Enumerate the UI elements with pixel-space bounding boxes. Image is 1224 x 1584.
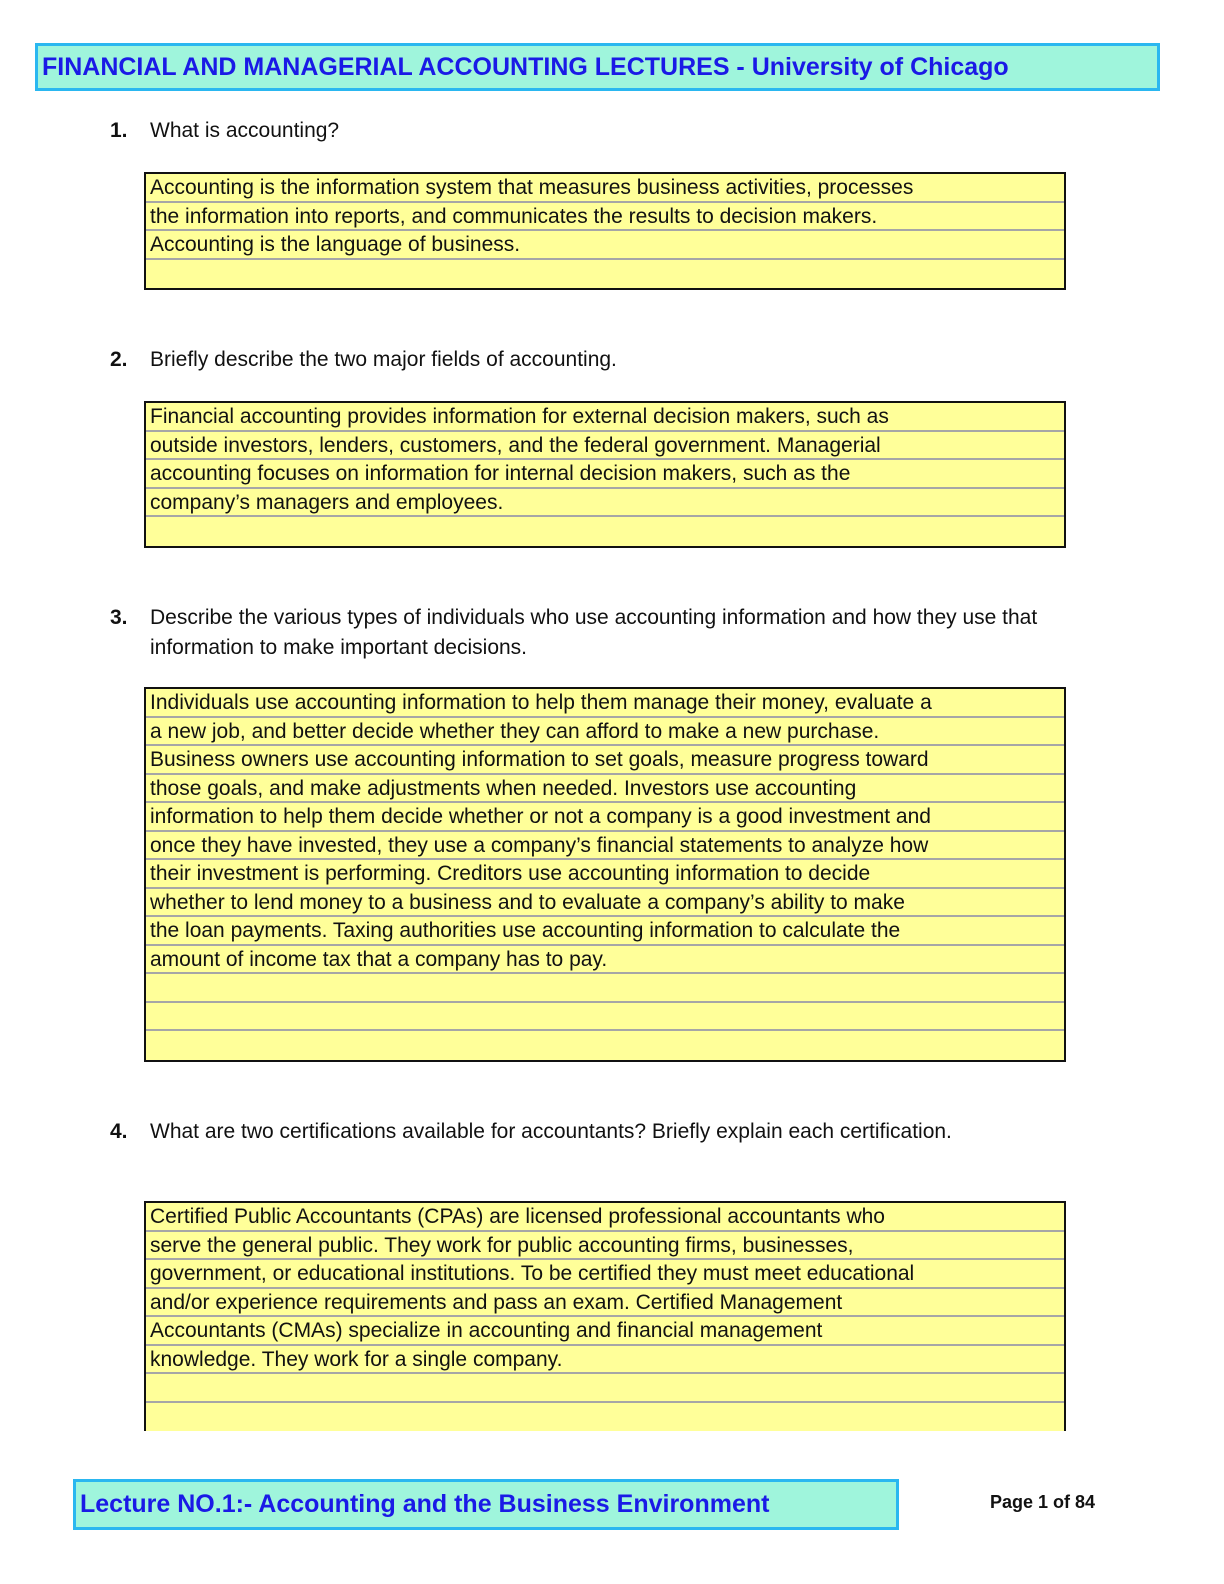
answer-line: a new job, and better decide whether they can afford to make a new purchase. [146, 718, 1064, 747]
question-number: 2. [110, 348, 128, 371]
answer-line: knowledge. They work for a single company. [146, 1346, 1064, 1375]
answer-box-1 [144, 172, 1066, 290]
question-text: What are two certifications available for accountants? Briefly explain each certification. [150, 1120, 952, 1143]
answer-line: government, or educational institutions. To be certified they must meet educational [146, 1260, 1064, 1289]
answer-line: company’s managers and employees. [146, 489, 1064, 518]
question-number: 4. [110, 1120, 128, 1143]
answer-line: the loan payments. Taxing authorities use accounting information to calculate the [146, 917, 1064, 946]
question-text: What is accounting? [150, 119, 340, 142]
answer-line: Financial accounting provides information for external decision makers, such as [146, 403, 1064, 432]
answer-line: serve the general public. They work for public accounting firms, businesses, [146, 1232, 1064, 1261]
answer-box-2 [144, 401, 1066, 548]
answer-line: Individuals use accounting information to help them manage their money, evaluate a [146, 689, 1064, 718]
document-title-banner [35, 43, 1160, 91]
question-2 [110, 345, 1070, 375]
answer-line: Accountants (CMAs) specialize in accounting and financial management [146, 1317, 1064, 1346]
question-1 [110, 116, 1070, 146]
question-text: Briefly describe the two major fields of accounting. [150, 348, 617, 371]
question-number: 3. [110, 606, 128, 629]
answer-line [146, 974, 1064, 1003]
question-text: Describe the various types of individuals who use accounting information and how they use that information to make important decisions. [150, 606, 1038, 659]
answer-line: information to help them decide whether or not a company is a good investment and [146, 803, 1064, 832]
answer-line [146, 1374, 1064, 1403]
answer-line: Certified Public Accountants (CPAs) are licensed professional accountants who [146, 1203, 1064, 1232]
answer-line: amount of income tax that a company has to pay. [146, 946, 1064, 975]
answer-box-4 [144, 1201, 1066, 1431]
answer-line: Accounting is the information system that measures business activities, processes [146, 174, 1064, 203]
answer-line [146, 1031, 1064, 1060]
lecture-title-banner [73, 1479, 899, 1530]
answer-line: whether to lend money to a business and to evaluate a company’s ability to make [146, 889, 1064, 918]
answer-line: those goals, and make adjustments when needed. Investors use accounting [146, 775, 1064, 804]
question-3 [110, 603, 1070, 663]
answer-line: outside investors, lenders, customers, and the federal government. Managerial [146, 432, 1064, 461]
lecture-title: Lecture NO.1:- Accounting and the Business Environment [80, 1490, 770, 1518]
answer-line [146, 260, 1064, 289]
answer-line: and/or experience requirements and pass an exam. Certified Management [146, 1289, 1064, 1318]
answer-line: the information into reports, and communicates the results to decision makers. [146, 203, 1064, 232]
question-4 [110, 1117, 1070, 1147]
answer-line: accounting focuses on information for internal decision makers, such as the [146, 460, 1064, 489]
page-number: Page 1 of 84 [990, 1492, 1096, 1512]
answer-line: once they have invested, they use a company’s financial statements to analyze how [146, 832, 1064, 861]
answer-line: Accounting is the language of business. [146, 231, 1064, 260]
answer-line: their investment is performing. Creditors use accounting information to decide [146, 860, 1064, 889]
question-number: 1. [110, 119, 128, 142]
answer-line [146, 517, 1064, 546]
answer-line: Business owners use accounting information to set goals, measure progress toward [146, 746, 1064, 775]
answer-line [146, 1003, 1064, 1032]
answer-line [146, 1403, 1064, 1432]
document-title: FINANCIAL AND MANAGERIAL ACCOUNTING LECTURES - University of Chicago [42, 52, 1009, 81]
answer-box-3 [144, 687, 1066, 1062]
